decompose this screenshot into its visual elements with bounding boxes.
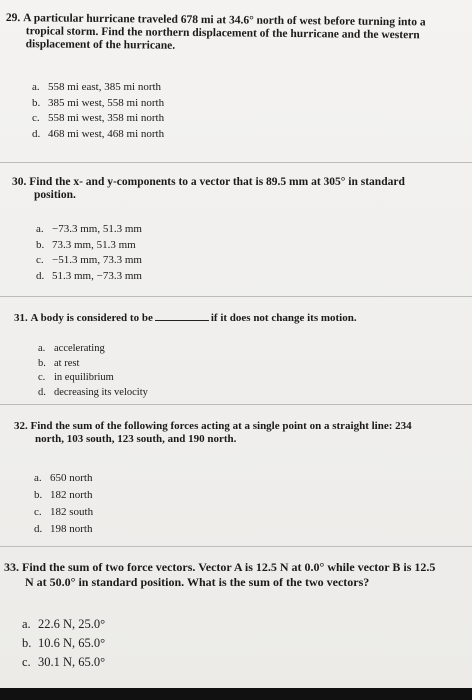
question-29-options <box>32 80 164 142</box>
question-33-stem <box>4 560 435 590</box>
option-letter: a. <box>32 81 40 93</box>
answer-option[interactable] <box>22 653 105 672</box>
question-32-stem <box>14 420 412 446</box>
option-text: 182 south <box>50 506 94 518</box>
answer-option[interactable] <box>22 634 105 653</box>
option-letter: c. <box>34 506 42 518</box>
answer-option[interactable] <box>34 470 93 487</box>
option-text: 650 north <box>50 472 93 484</box>
option-text: 558 mi west, 358 mi north <box>48 112 165 124</box>
option-letter: b. <box>32 96 41 109</box>
option-text: in equilibrium <box>54 372 114 383</box>
option-text: 30.1 N, 65.0° <box>38 655 106 669</box>
option-letter: a. <box>34 472 42 484</box>
answer-option[interactable] <box>38 371 148 386</box>
question-text-line: tropical storm. Find the northern displacement of the hurricane and the western <box>25 25 420 42</box>
answer-option[interactable] <box>36 222 142 238</box>
option-text: at rest <box>54 357 80 369</box>
answer-option[interactable] <box>34 504 93 521</box>
option-text: 468 mi west, 468 mi north <box>48 127 165 140</box>
question-text-line: N at 50.0° in standard position. What is the sum of the two vectors? <box>25 575 370 589</box>
option-letter: b. <box>22 636 32 650</box>
answer-option[interactable] <box>38 386 148 401</box>
section-divider <box>0 162 472 163</box>
answer-option[interactable] <box>38 342 148 357</box>
answer-option[interactable] <box>34 521 93 538</box>
question-32-options <box>34 470 93 538</box>
option-letter: c. <box>32 112 40 124</box>
option-letter: a. <box>22 617 31 631</box>
question-text-line: north, 103 south, 123 south, and 190 north. <box>35 433 237 445</box>
option-letter: b. <box>38 357 46 369</box>
section-divider <box>0 296 472 297</box>
option-text: −51.3 mm, 73.3 mm <box>52 254 142 266</box>
question-text-line: Find the x- and y-components to a vector that is 89.5 mm at 305° in standard <box>29 176 405 188</box>
option-letter: d. <box>32 127 41 140</box>
option-text: 51.3 mm, −73.3 mm <box>52 269 142 282</box>
question-text-before-blank: A body is considered to be <box>30 312 153 324</box>
option-text: 182 north <box>50 489 93 501</box>
question-number: 29. <box>5 12 21 25</box>
section-divider <box>0 546 472 547</box>
question-30-options <box>36 222 142 284</box>
question-text-line: A particular hurricane traveled 678 mi at 34.6° north of west before turning into a <box>23 12 426 29</box>
answer-option[interactable] <box>36 238 142 254</box>
option-letter: d. <box>36 269 45 282</box>
answer-option[interactable] <box>34 487 93 504</box>
question-text-after-blank: if it does not change its motion. <box>210 312 357 324</box>
question-text-line: Find the sum of the following forces acting at a single point on a straight line: 234 <box>30 420 412 432</box>
option-text: accelerating <box>54 343 105 354</box>
question-text-line: displacement of the hurricane. <box>25 38 176 52</box>
photo-bottom-edge <box>0 688 472 700</box>
option-text: −73.3 mm, 51.3 mm <box>52 223 142 235</box>
answer-option[interactable] <box>32 111 164 127</box>
answer-option[interactable] <box>36 269 142 285</box>
question-30-stem <box>12 176 405 202</box>
question-31-options <box>38 342 148 400</box>
option-letter: a. <box>38 343 46 354</box>
section-divider <box>0 404 472 405</box>
option-text: 198 north <box>50 523 93 535</box>
option-text: 73.3 mm, 51.3 mm <box>52 238 136 251</box>
question-29-stem <box>6 12 426 55</box>
option-text: 10.6 N, 65.0° <box>38 636 106 650</box>
option-letter: c. <box>22 655 31 669</box>
answer-option[interactable] <box>36 253 142 269</box>
option-text: 558 mi east, 385 mi north <box>48 81 162 93</box>
question-text-line: position. <box>34 189 76 201</box>
option-letter: b. <box>34 489 43 501</box>
option-text: 385 mi west, 558 mi north <box>48 96 165 109</box>
option-letter: c. <box>36 254 44 266</box>
answer-option[interactable] <box>32 127 164 143</box>
option-letter: a. <box>36 223 44 235</box>
question-number: 33. <box>4 560 19 574</box>
fill-in-blank <box>155 320 209 321</box>
answer-option[interactable] <box>32 96 164 112</box>
option-letter: d. <box>34 523 43 535</box>
option-letter: d. <box>38 386 46 398</box>
option-letter: c. <box>38 372 46 383</box>
question-33-options <box>22 615 105 672</box>
answer-option[interactable] <box>22 615 105 634</box>
question-text-line: Find the sum of two force vectors. Vector A is 12.5 N at 0.0° while vector B is 12.5 <box>22 560 436 574</box>
option-text: 22.6 N, 25.0° <box>38 617 106 631</box>
question-number: 30. <box>12 176 27 188</box>
question-number: 32. <box>14 420 28 432</box>
option-text: decreasing its velocity <box>54 386 148 398</box>
question-number: 31. <box>14 312 28 324</box>
question-31-stem <box>14 312 357 325</box>
answer-option[interactable] <box>38 357 148 372</box>
answer-option[interactable] <box>32 80 164 96</box>
option-letter: b. <box>36 238 45 251</box>
